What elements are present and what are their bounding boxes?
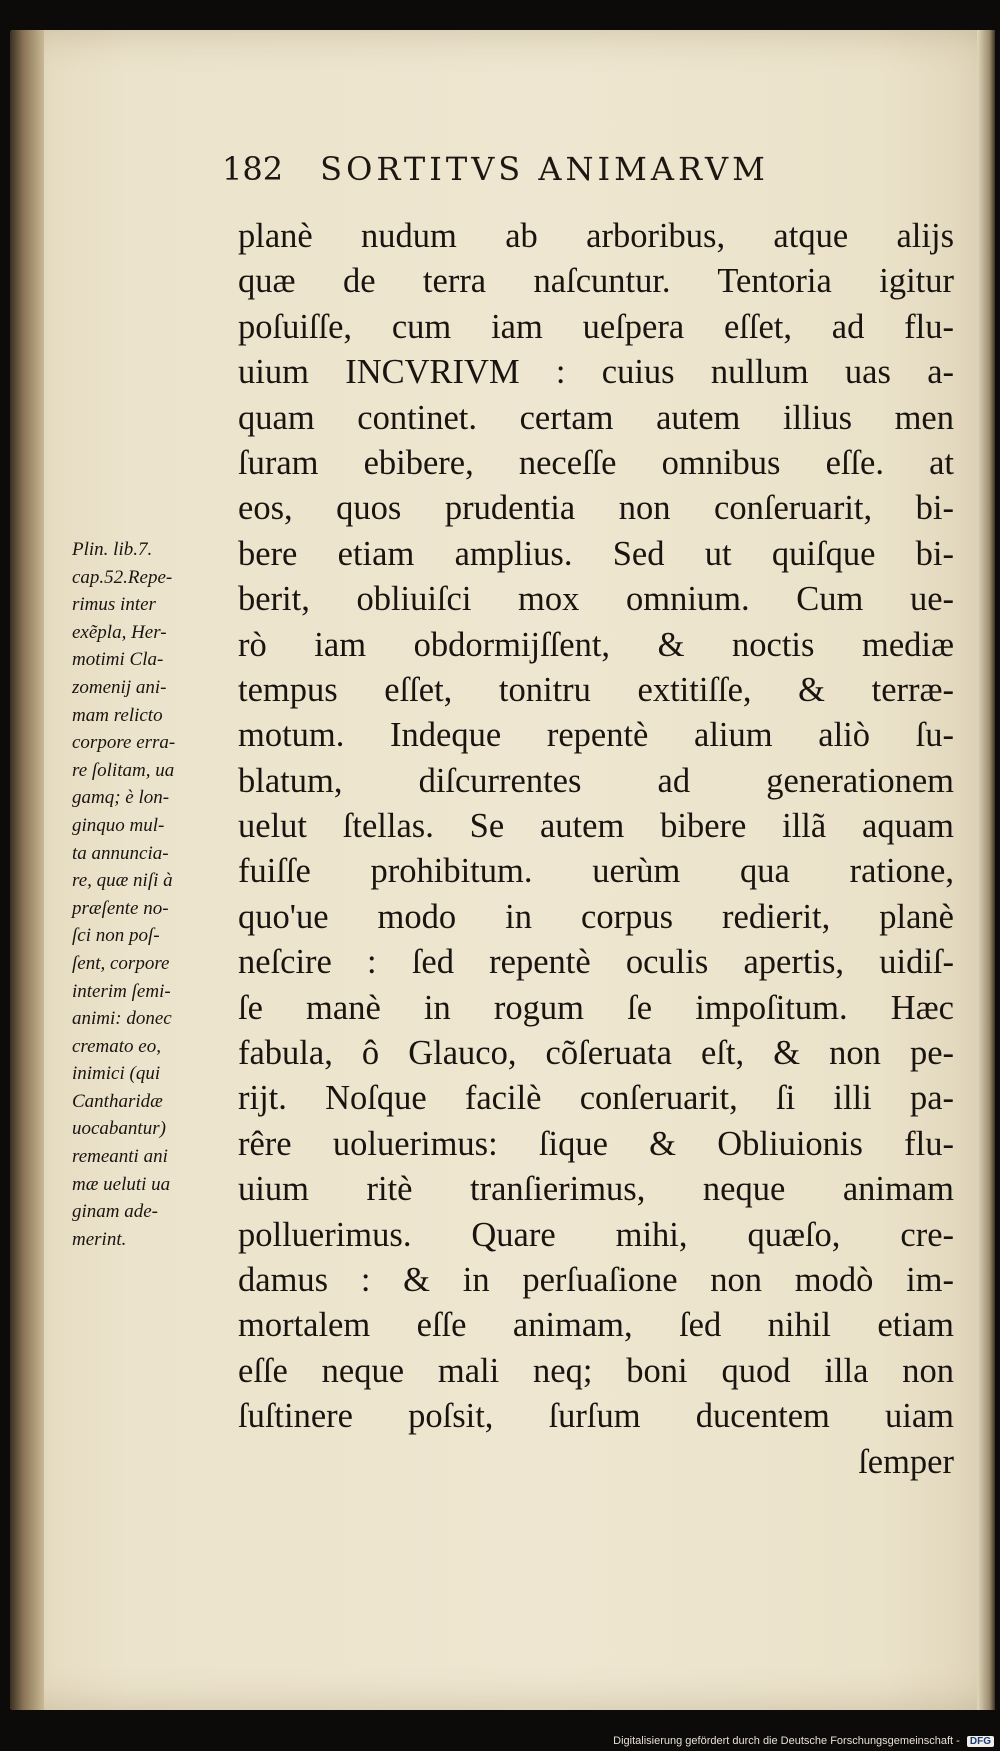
- text-line: rijt. Noſque facilè conſeruarit, ſi illi pa-: [238, 1079, 954, 1118]
- text-line: ſe manè in rogum ſe impoſitum. Hæc: [238, 988, 954, 1027]
- marginal-note-line: zomenij ani-: [72, 676, 167, 698]
- marginal-note-line: exẽpla, Her-: [72, 621, 167, 643]
- marginal-note-line: animi: donec: [72, 1008, 172, 1030]
- text-line: neſcire : ſed repentè oculis apertis, uidiſ-: [238, 943, 954, 982]
- text-line: eſſe neque mali neq; boni quod illa non: [238, 1351, 954, 1390]
- marginal-note-line: motimi Cla-: [72, 649, 164, 671]
- marginal-note-line: cap.52.Repe-: [72, 566, 173, 588]
- text-line: berit, obliuiſci mox omnium. Cum ue-: [238, 580, 954, 619]
- marginal-note-line: ſent, corpore: [72, 952, 170, 974]
- page-gutter: [10, 30, 44, 1710]
- text-line: uium INCVRIVM : cuius nullum uas a-: [238, 353, 954, 392]
- text-line: planè nudum ab arboribus, atque alijs: [238, 217, 954, 255]
- marginal-note-line: re, quæ niſi à: [72, 870, 173, 892]
- text-line: polluerimus. Quare mihi, quæſo, cre-: [238, 1215, 954, 1254]
- marginal-note-line: cremato eo,: [72, 1035, 161, 1057]
- text-line: uium ritè tranſierimus, neque animam: [238, 1170, 954, 1209]
- marginal-note: [72, 536, 250, 1253]
- marginal-note-line: ginam ade-: [72, 1201, 159, 1223]
- text-line: damus : & in perſuaſione non modò im-: [238, 1260, 954, 1299]
- text-line: ſuſtinere poſsit, ſurſum ducentem uiam: [238, 1397, 954, 1436]
- marginal-note-line: ſci non poſ-: [72, 925, 160, 947]
- text-line: rêre uoluerimus: ſique & Obliuionis flu-: [238, 1124, 954, 1163]
- marginal-note-line: ginquo mul-: [72, 814, 165, 836]
- digitization-credit: [613, 1735, 994, 1747]
- text-line: ſemper: [858, 1442, 954, 1481]
- marginal-note-line: mæ ueluti ua: [72, 1173, 171, 1195]
- marginal-note-line: inimici (qui: [72, 1063, 161, 1085]
- text-line: ſuram ebibere, neceſſe omnibus eſſe. at: [238, 443, 954, 482]
- text-line: quo'ue modo in corpus redierit, planè: [238, 897, 954, 936]
- marginal-note-line: Cantharidæ: [72, 1090, 163, 1112]
- text-line: tempus eſſet, tonitru extitiſſe, & terræ-: [238, 670, 954, 709]
- text-line: bere etiam amplius. Sed ut quiſque bi-: [238, 534, 954, 573]
- text-line: motum. Indeque repentè alium aliò ſu-: [238, 716, 954, 755]
- text-line: fabula, ô Glauco, cõſeruata eſt, & non pe-: [238, 1034, 954, 1073]
- marginal-note-line: rimus inter: [72, 594, 156, 616]
- text-line: quæ de terra naſcuntur. Tentoria igitur: [238, 262, 954, 301]
- marginal-note-line: uocabantur): [72, 1118, 166, 1140]
- credit-text: Digitalisierung gefördert durch die Deutsche Forschungsgemeinschaft -: [613, 1735, 960, 1747]
- text-line: mortalem eſſe animam, ſed nihil etiam: [238, 1306, 954, 1345]
- marginal-note-line: mam relicto: [72, 704, 163, 726]
- text-line: fuiſſe prohibitum. uerùm qua ratione,: [238, 852, 954, 891]
- text-line: blatum, diſcurrentes ad generationem: [238, 761, 954, 800]
- marginal-note-line: gamq; è lon-: [72, 787, 170, 809]
- text-line: poſuiſſe, cum iam ueſpera eſſet, ad flu-: [238, 307, 954, 346]
- running-title: SORTITVS ANIMARVM: [320, 150, 769, 188]
- text-line: uelut ſtellas. Se autem bibere illã aquam: [238, 807, 954, 846]
- marginal-note-line: interim ſemi-: [72, 980, 171, 1002]
- marginal-note-line: remeanti ani: [72, 1146, 168, 1168]
- text-line: rò iam obdormijſſent, & noctis mediæ: [238, 625, 954, 664]
- page-number: 182: [222, 150, 284, 188]
- marginal-note-line: Plin. lib.7.: [72, 539, 153, 560]
- text-line: quam continet. certam autem illius men: [238, 398, 954, 437]
- page-fore-edge: [977, 30, 995, 1710]
- marginal-note-line: ta annuncia-: [72, 842, 169, 864]
- main-text: [238, 214, 954, 1485]
- running-head: [222, 150, 862, 188]
- dfg-logo: DFG: [967, 1736, 994, 1747]
- text-line: eos, quos prudentia non conſeruarit, bi-: [238, 489, 954, 528]
- marginal-note-line: præſente no-: [72, 897, 169, 919]
- marginal-note-line: re ſolitam, ua: [72, 759, 175, 781]
- marginal-note-line: merint.: [72, 1228, 127, 1250]
- marginal-note-line: corpore erra-: [72, 732, 176, 754]
